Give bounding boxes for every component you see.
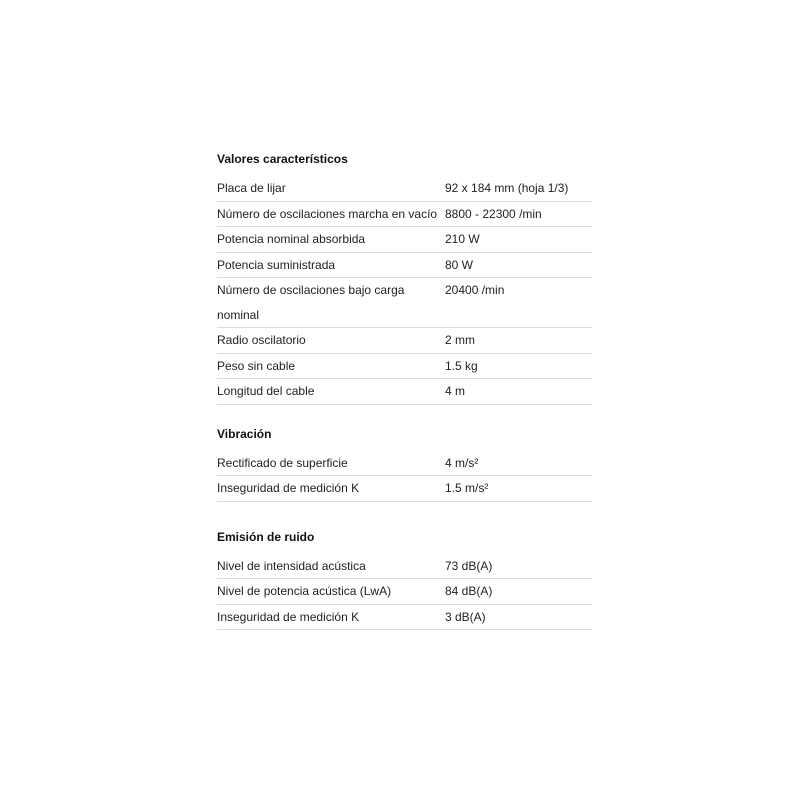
table-row <box>217 328 592 354</box>
spec-value: 92 x 184 mm (hoja 1/3) <box>445 176 592 201</box>
table-row <box>217 201 592 227</box>
table-row <box>217 252 592 278</box>
spec-table <box>217 554 592 631</box>
spec-label: Potencia suministrada <box>217 252 445 278</box>
table-row <box>217 176 592 201</box>
section-title: Emisión de ruido <box>217 529 315 544</box>
spec-value: 84 dB(A) <box>445 579 592 605</box>
spec-value: 73 dB(A) <box>445 554 592 579</box>
specifications-panel <box>217 142 592 642</box>
spec-table <box>217 451 592 502</box>
spec-label: Número de oscilaciones bajo carga nominal <box>217 278 445 328</box>
section-noise-emission <box>217 520 592 631</box>
table-row <box>217 579 592 605</box>
section-characteristic-values <box>217 142 592 405</box>
spec-label: Placa de lijar <box>217 176 445 201</box>
spec-label: Longitud del cable <box>217 379 445 405</box>
spec-value: 1.5 m/s² <box>445 476 592 502</box>
spec-value: 4 m <box>445 379 592 405</box>
spec-value: 20400 /min <box>445 278 592 328</box>
section-title: Valores característicos <box>217 152 348 166</box>
table-row <box>217 379 592 405</box>
table-row <box>217 278 592 328</box>
table-row <box>217 554 592 579</box>
table-row <box>217 353 592 379</box>
spec-value: 210 W <box>445 227 592 253</box>
section-title: Vibración <box>217 426 272 441</box>
spec-value: 3 dB(A) <box>445 604 592 630</box>
table-row <box>217 604 592 630</box>
table-row <box>217 227 592 253</box>
table-row <box>217 451 592 476</box>
spec-value: 80 W <box>445 252 592 278</box>
spec-value: 2 mm <box>445 328 592 354</box>
spec-label: Nivel de intensidad acústica <box>217 554 445 579</box>
spec-label: Inseguridad de medición K <box>217 604 445 630</box>
spec-label: Peso sin cable <box>217 353 445 379</box>
spec-table <box>217 176 592 405</box>
section-vibration <box>217 417 592 502</box>
spec-label: Rectificado de superficie <box>217 451 445 476</box>
spec-label: Potencia nominal absorbida <box>217 227 445 253</box>
spec-value: 8800 - 22300 /min <box>445 201 592 227</box>
table-row <box>217 476 592 502</box>
spec-value: 4 m/s² <box>445 451 592 476</box>
spec-label: Radio oscilatorio <box>217 328 445 354</box>
spec-label: Número de oscilaciones marcha en vacío <box>217 201 445 227</box>
spec-value: 1.5 kg <box>445 353 592 379</box>
spec-label: Inseguridad de medición K <box>217 476 445 502</box>
spec-label: Nivel de potencia acústica (LwA) <box>217 579 445 605</box>
